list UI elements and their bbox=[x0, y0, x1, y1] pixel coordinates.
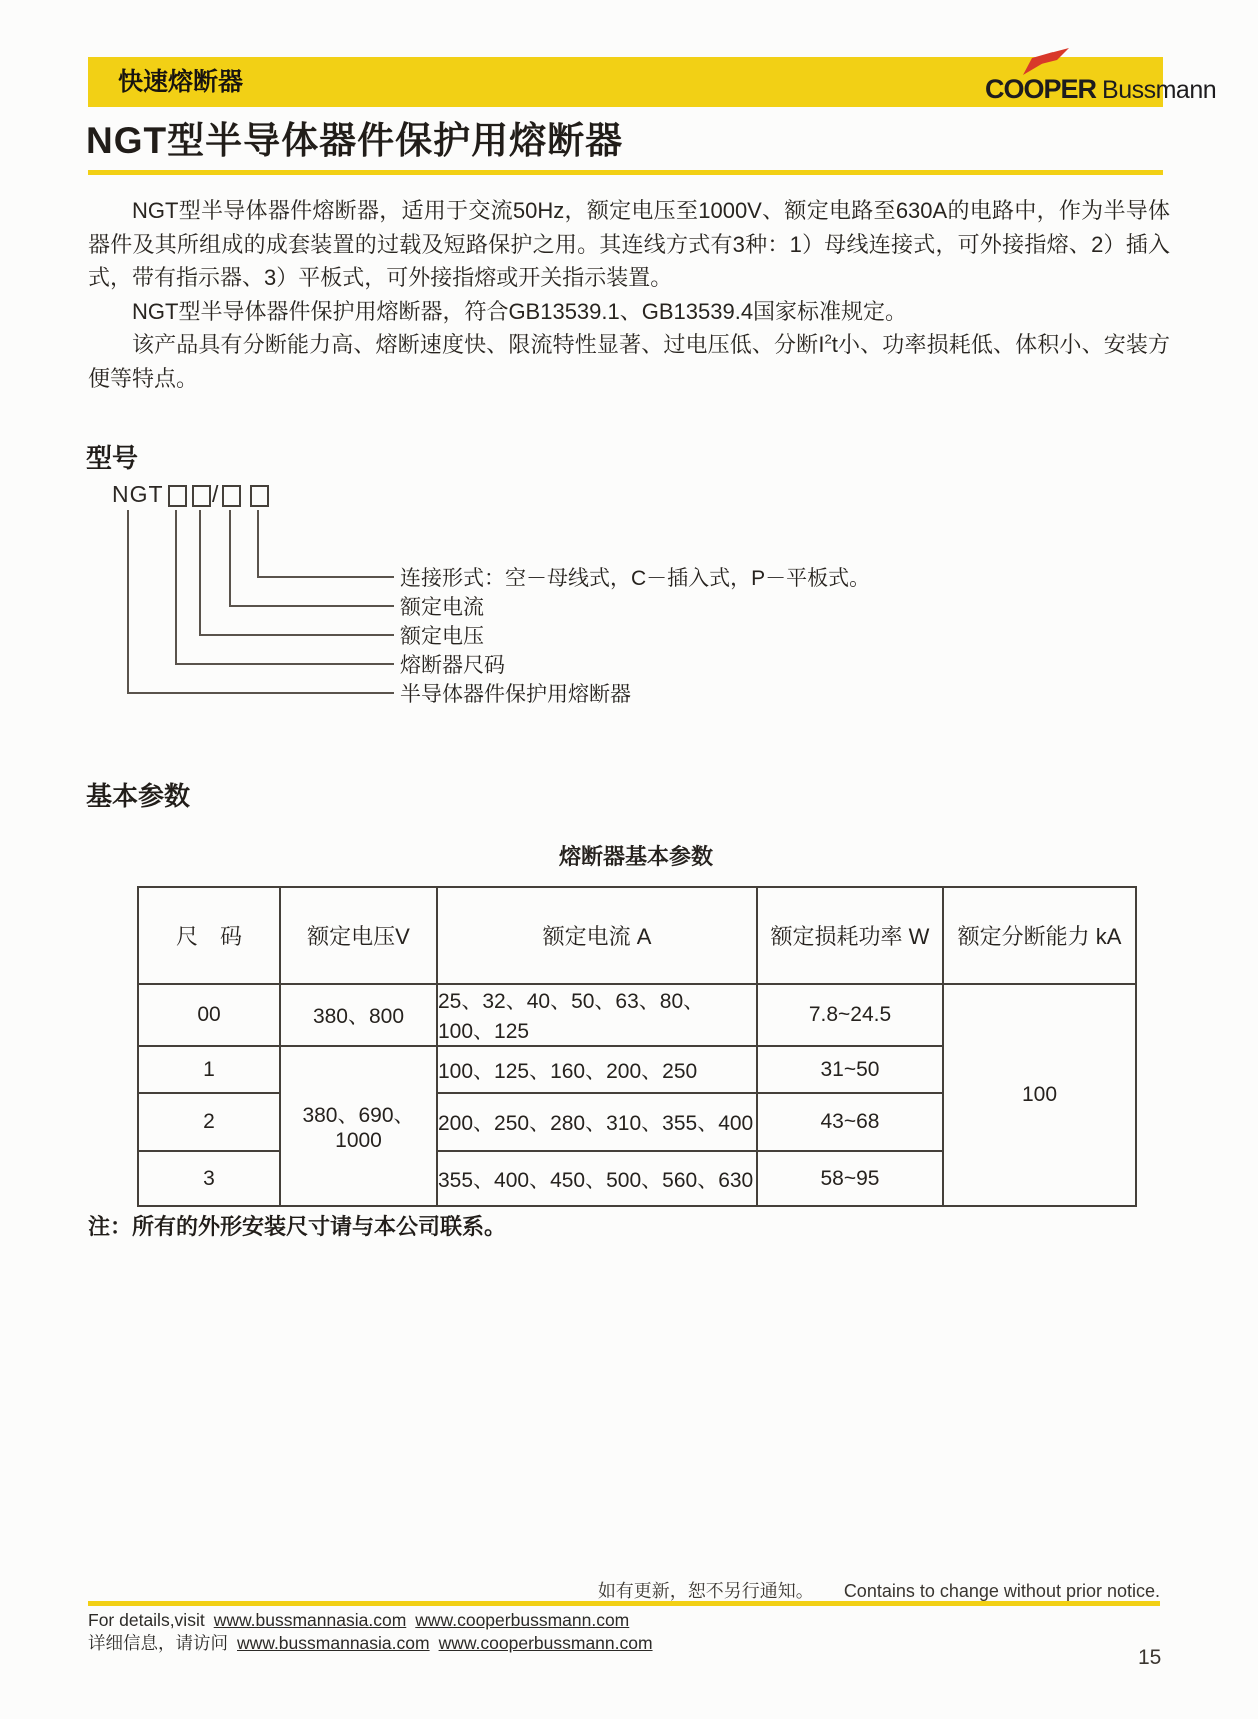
cell-size: 1 bbox=[138, 1046, 280, 1093]
change-notice bbox=[88, 1577, 1160, 1603]
i2t-superscript: 2 bbox=[824, 331, 832, 347]
logo-flag-icon bbox=[1023, 48, 1069, 75]
cell-size: 3 bbox=[138, 1151, 280, 1206]
model-code-slash: / bbox=[212, 481, 219, 507]
details-prefix-cn: 详细信息，请访问 bbox=[88, 1632, 228, 1653]
page-title: NGT型半导体器件保护用熔断器 bbox=[86, 120, 624, 161]
cell-size: 2 bbox=[138, 1093, 280, 1151]
cell-size: 00 bbox=[138, 984, 280, 1046]
footer-links bbox=[88, 1609, 653, 1654]
cell-current: 200、250、280、310、355、400 bbox=[437, 1093, 757, 1151]
cell-voltage-merged: 380、690、1000 bbox=[280, 1046, 437, 1206]
col-header-breaking: 额定分断能力 kA bbox=[943, 887, 1136, 984]
link-bussmannasia[interactable]: www.bussmannasia.com bbox=[213, 1610, 407, 1630]
basic-params-heading: 基本参数 bbox=[86, 781, 191, 811]
model-code-prefix: NGT bbox=[112, 481, 164, 507]
table-row bbox=[138, 984, 1136, 1046]
cell-power: 43~68 bbox=[757, 1093, 943, 1151]
title-underline bbox=[88, 170, 1163, 175]
change-notice-en: Contains to change without prior notice. bbox=[843, 1581, 1160, 1601]
model-label-family: 半导体器件保护用熔断器 bbox=[400, 683, 631, 706]
footer-links-line-en bbox=[88, 1609, 653, 1632]
cell-voltage: 380、800 bbox=[280, 984, 437, 1046]
model-box-size bbox=[168, 485, 187, 507]
table-header-row bbox=[138, 887, 1136, 984]
cell-power: 7.8~24.5 bbox=[757, 984, 943, 1046]
footer-links-line-cn bbox=[88, 1632, 653, 1655]
cooper-bussmann-logo bbox=[985, 48, 1215, 110]
intro-p3-text: 该产品具有分断能力高、熔断速度快、限流特性显著、过电压低、分断I bbox=[132, 332, 825, 357]
link-cooperbussmann[interactable]: www.cooperbussmann.com bbox=[415, 1610, 630, 1630]
col-header-size: 尺 码 bbox=[138, 887, 280, 984]
model-label-connection: 连接形式：空－母线式，C－插入式，P－平板式。 bbox=[400, 567, 871, 590]
link-bussmannasia[interactable]: www.bussmannasia.com bbox=[237, 1632, 430, 1653]
model-box-voltage bbox=[192, 485, 211, 507]
intro-section bbox=[88, 194, 1170, 395]
connector-line-family bbox=[127, 510, 394, 694]
cell-power: 58~95 bbox=[757, 1151, 943, 1206]
cell-breaking-capacity: 100 bbox=[943, 984, 1136, 1206]
intro-p3-text-end: t小、功率损耗低、体积小、安装方便等特点。 bbox=[88, 332, 1170, 391]
category-label: 快速熔断器 bbox=[118, 68, 244, 96]
col-header-current: 额定电流 A bbox=[437, 887, 757, 984]
model-label-voltage: 额定电压 bbox=[400, 625, 484, 648]
logo-text bbox=[985, 74, 1216, 105]
col-header-power: 额定损耗功率 W bbox=[757, 887, 943, 984]
model-label-size: 熔断器尺码 bbox=[400, 654, 505, 677]
model-label-current: 额定电流 bbox=[400, 596, 484, 619]
model-box-current bbox=[222, 485, 241, 507]
params-table bbox=[137, 886, 1137, 1207]
page-number: 15 bbox=[1138, 1646, 1162, 1669]
cell-current: 100、125、160、200、250 bbox=[437, 1046, 757, 1093]
intro-paragraph-3 bbox=[88, 328, 1170, 395]
change-notice-cn: 如有更新，恕不另行通知。 bbox=[597, 1581, 814, 1601]
logo-bussmann-wordmark: Bussmann bbox=[1102, 76, 1217, 104]
cell-current: 355、400、450、500、560、630 bbox=[437, 1151, 757, 1206]
details-prefix-en: For details,visit bbox=[88, 1610, 205, 1630]
model-box-connection bbox=[250, 485, 269, 507]
footer-yellow-line bbox=[88, 1601, 1160, 1606]
cell-current: 25、32、40、50、63、80、100、125 bbox=[437, 984, 757, 1046]
intro-paragraph-2: NGT型半导体器件保护用熔断器，符合GB13539.1、GB13539.4国家标准规定。 bbox=[132, 298, 908, 324]
logo-cooper-wordmark: COOPER bbox=[985, 74, 1097, 104]
col-header-voltage: 额定电压V bbox=[280, 887, 437, 984]
intro-paragraph-1: NGT型半导体器件熔断器，适用于交流50Hz，额定电压至1000V、额定电路至630A的电路中，作为半导体器件及其所组成的成套装置的过载及短路保护之用。其连线方式有3种：1）母线连接式，可外接指熔、2）插入式，带有指示器、3）平板式，可外接指熔或开关指示装置。 bbox=[88, 198, 1170, 290]
table-caption: 熔断器基本参数 bbox=[558, 844, 713, 869]
cell-power: 31~50 bbox=[757, 1046, 943, 1093]
link-cooperbussmann[interactable]: www.cooperbussmann.com bbox=[438, 1632, 653, 1653]
model-heading: 型号 bbox=[86, 443, 139, 473]
note: 注：所有的外形安装尺寸请与本公司联系。 bbox=[88, 1214, 507, 1239]
